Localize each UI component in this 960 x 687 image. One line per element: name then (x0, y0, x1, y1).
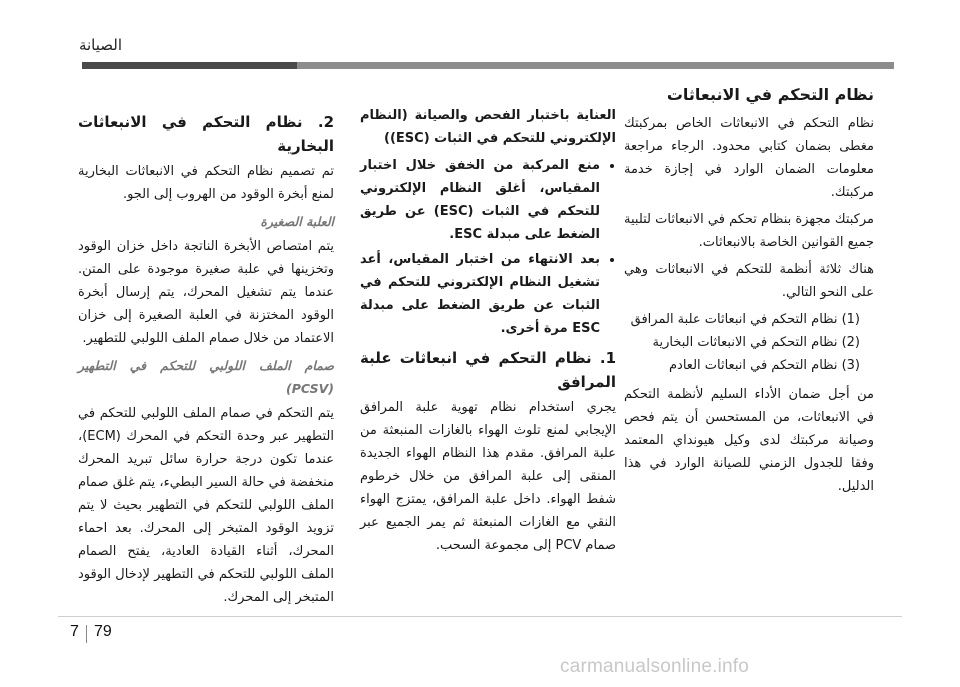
crankcase-heading: 1. نظام التحكم في انبعاثات علبة المرافق (360, 349, 616, 391)
esc-care-intro: العناية باختبار الفحص والصيانة (النظام الإلكتروني للتحكم في الثبات (ESC)) (360, 108, 616, 146)
left-column (78, 104, 334, 613)
page-number: 79 (94, 623, 112, 640)
maintenance-paragraph: من أجل ضمان الأداء السليم لأنظمة التحكم في الانبعاثات، من المستحسن أن يتم فحص وصيانة مركبتك لدى وكيل هيونداي المعتمد وفقا للجدول الزمني للصيانة الوارد في هذا الدليل. (624, 387, 874, 494)
emission-control-heading: نظام التحكم في الانبعاثات (666, 85, 874, 104)
list-item: (3) نظام التحكم في انبعاثات العادم (669, 358, 860, 373)
equipped-paragraph: مركبتك مجهزة بنظام تحكم في الانبعاثات لتلبية جميع القوانين الخاصة بالانبعاثات. (624, 212, 874, 250)
watermark: carmanualsonline.info (560, 656, 750, 677)
esc-bullets (360, 154, 616, 340)
right-column (624, 82, 874, 502)
crankcase-paragraph: يجري استخدام نظام تهوية علبة المرافق الإيجابي لمنع تلوث الهواء بالغازات المنبعثة من علبة المرافق. مقدم هذا النظام الهواء الجديدة المنقى إلى علبة المرافق من خلال خرطوم شفط الهواء. داخل علبة المرافق، يمتزج الهواء النقي مع الغازات المنبعثة ثم يمر الجميع عبر صمام PCV إلى مجموعة السحب. (360, 400, 616, 553)
footer-rule (58, 616, 902, 617)
page-section-number: 7 (70, 623, 79, 640)
evaporative-heading: 2. نظام التحكم في الانبعاثات البخارية (78, 113, 334, 155)
header-rule-accent (82, 62, 297, 69)
section-title: الصيانة (78, 36, 122, 54)
three-systems-paragraph: هناك ثلاثة أنظمة للتحكم في الانبعاثات وهي على النحو التالي. (624, 262, 874, 300)
pcsv-paragraph: يتم التحكم في صمام الملف اللولبي للتحكم في التطهير عبر وحدة التحكم في المحرك (ECM)، عندما تكون درجة حرارة سائل تبريد المحرك منخفضة في حالة السير البطيء، يتم غلق صمام الملف اللولبي للتحكم في التطهير بحيث لا يتم تزويد الوقود المتبخر إلى المحرك. بعد احماء المحرك، أثناء القيادة العادية، يفتح الصمام الملف اللولبي للتحكم في التطهير لإدخال الوقود المتبخر إلى المحرك. (78, 406, 334, 605)
systems-list (624, 308, 874, 377)
list-item: • منع المركبة من الخفق خلال اختبار المقياس، أغلق النظام الإلكتروني للتحكم في الثبات (ESC) عن طريق الضغط على مبدلة ESC. (360, 154, 600, 246)
warranty-paragraph: نظام التحكم في الانبعاثات الخاص بمركبتك مغطى بضمان كتابي محدود. الرجاء مراجعة معلومات الضمان الوارد في إجازة خدمة مركبتك. (624, 116, 874, 200)
canister-subheading: العلبة الصغيرة (260, 214, 334, 229)
list-item: (2) نظام التحكم في الانبعاثات البخارية (652, 335, 860, 350)
pcsv-subheading: صمام الملف اللولبي للتحكم في التطهير (PCSV) (78, 358, 334, 396)
evaporative-intro: تم تصميم نظام التحكم في الانبعاثات البخارية لمنع أبخرة الوقود من الهروب إلى الجو. (78, 164, 334, 202)
list-item: • بعد الانتهاء من اختبار المقياس، أعد تشغيل النظام الإلكتروني للتحكم في الثبات عن طريق الضغط على مبدلة ESC مرة أخرى. (360, 248, 600, 340)
canister-paragraph: يتم امتصاص الأبخرة الناتجة داخل خزان الوقود وتخزينها في علبة صغيرة موجودة على المتن. عندما يتم تشغيل المحرك، يتم إرسال أبخرة الوقود المختزنة في العلبة الصغيرة إلى خزان الاعتماد من خلال صمام الملف اللولبي للتطهير. (78, 239, 334, 346)
page-number-divider (86, 625, 87, 643)
list-item: (1) نظام التحكم في انبعاثات علبة المرافق (630, 312, 860, 327)
middle-column (360, 104, 616, 561)
